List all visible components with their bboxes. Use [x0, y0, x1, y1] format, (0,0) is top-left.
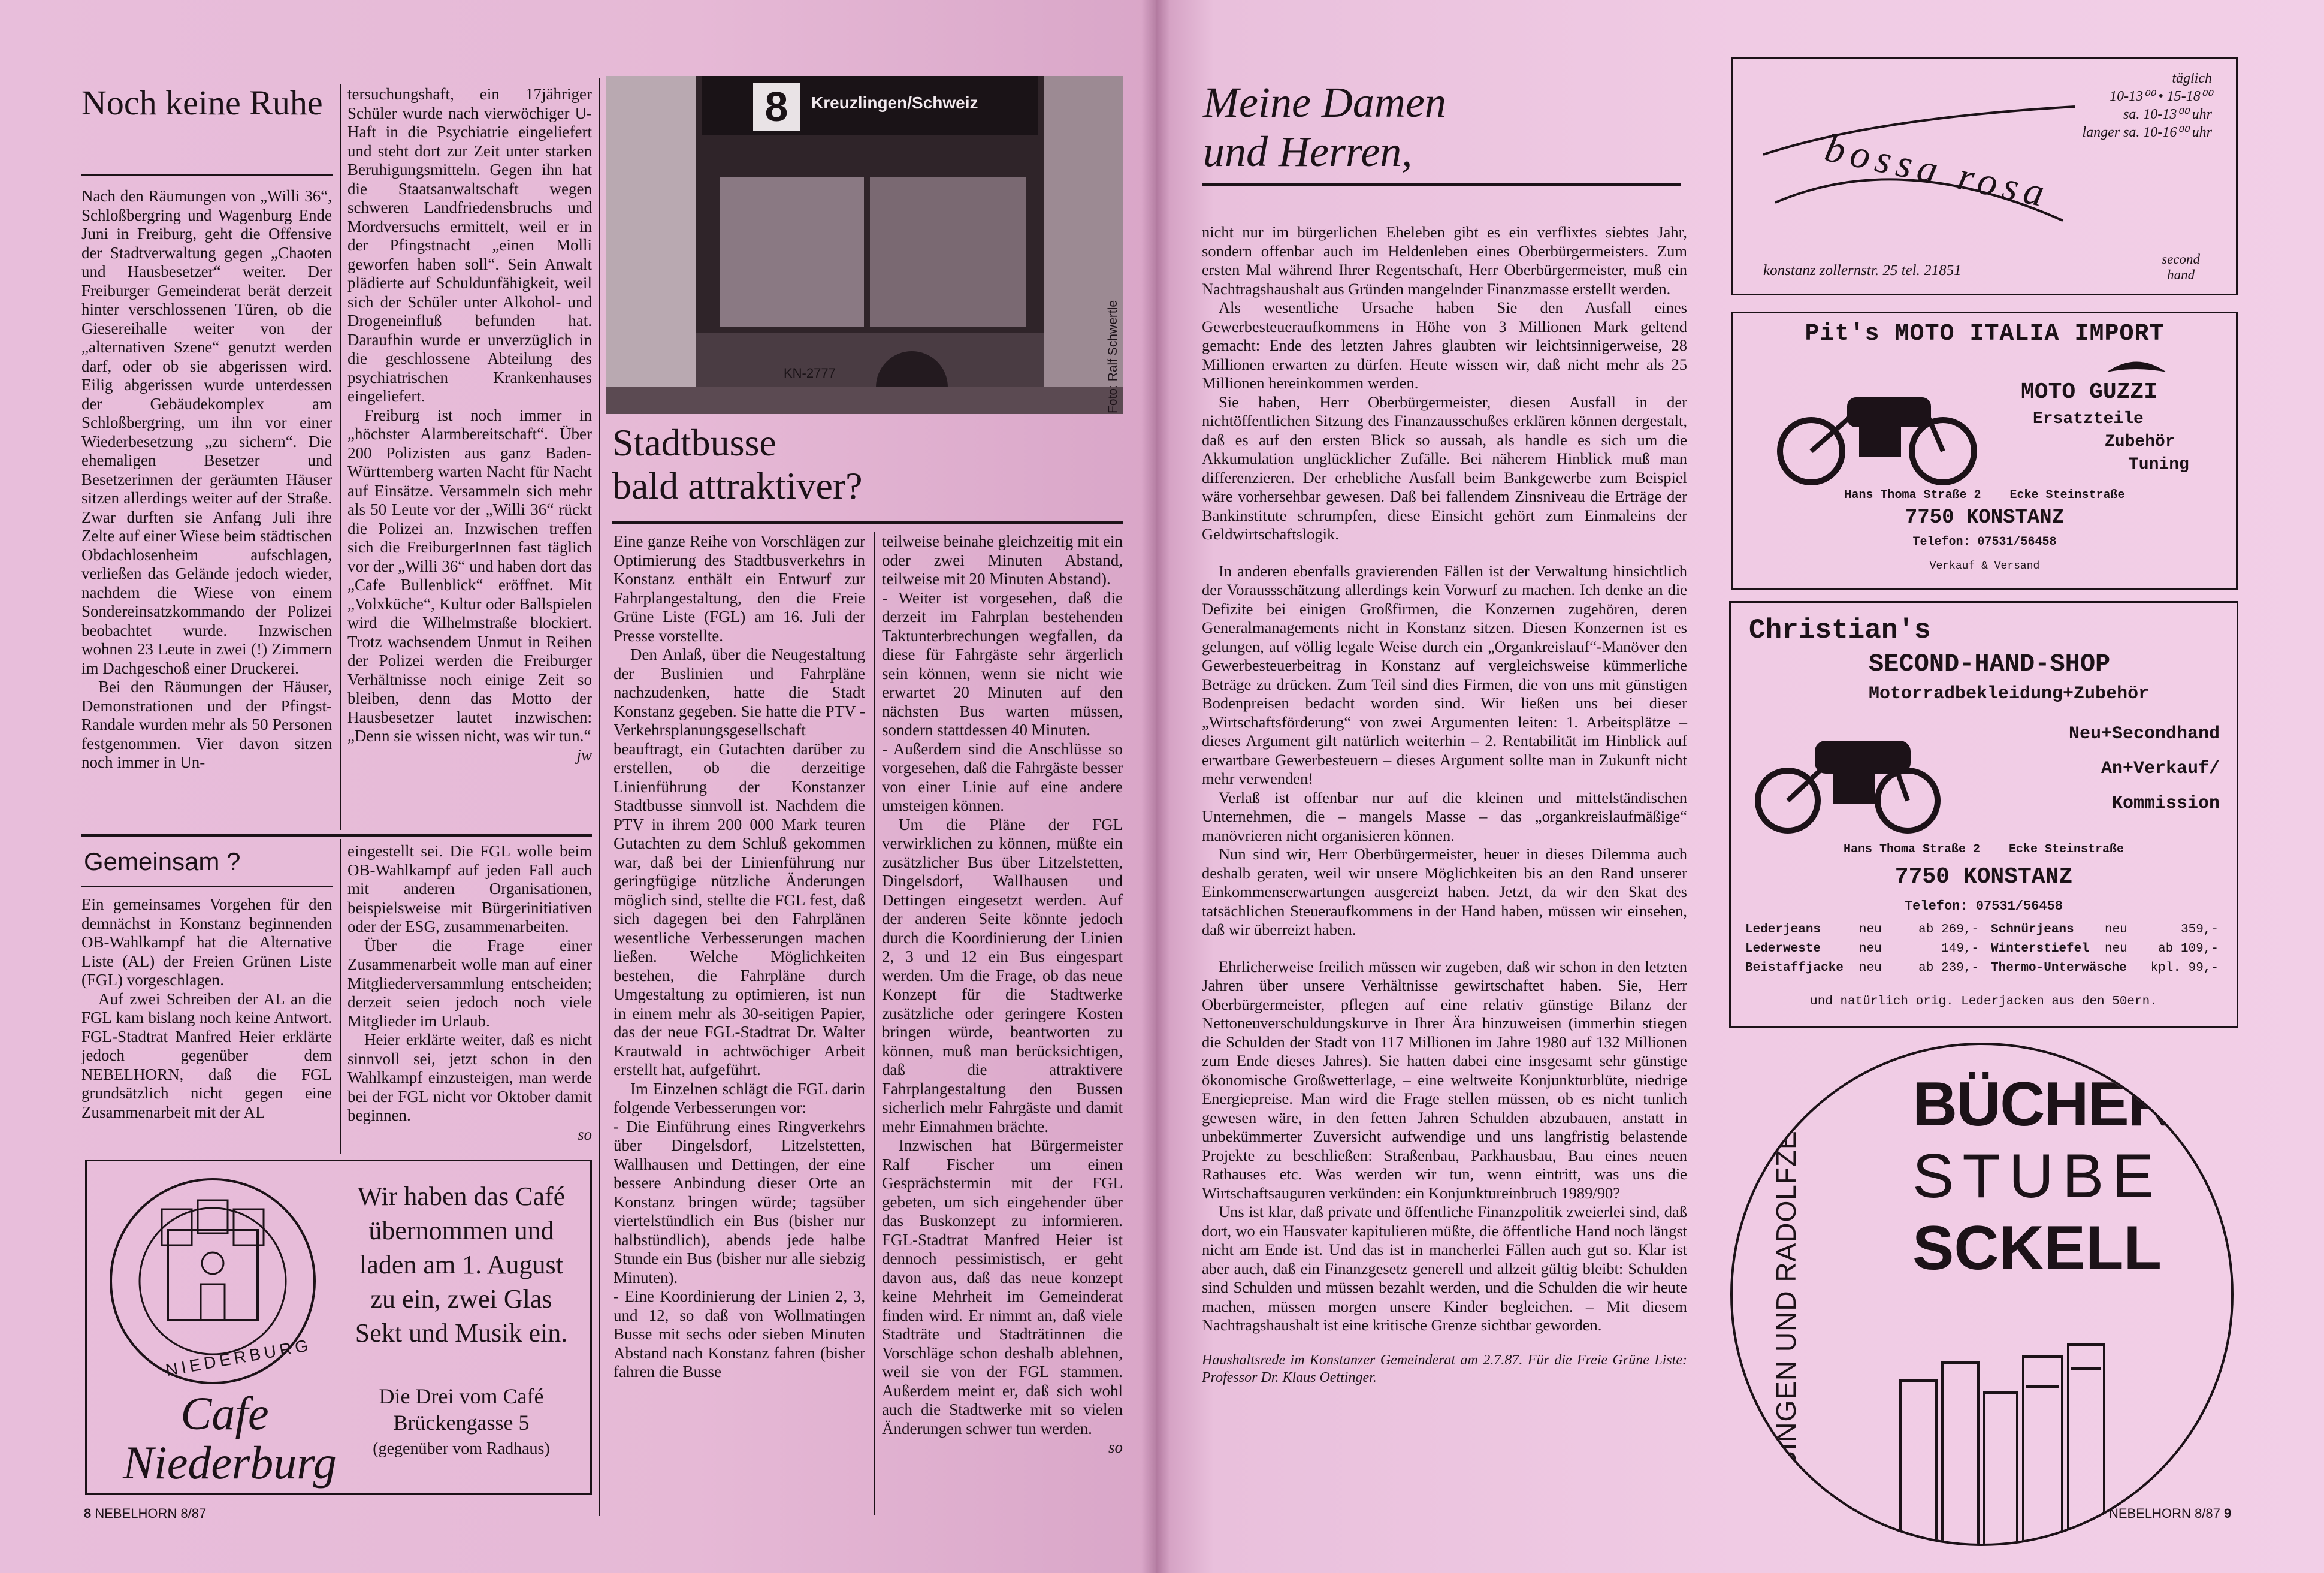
address-line: Hans Thoma Straße 2 [1844, 488, 1981, 502]
magazine-name: NEBELHORN [95, 1506, 177, 1521]
cafe-niederburg-ad [85, 1160, 592, 1495]
cafe-script-name [123, 1387, 337, 1489]
article3-paragraph: teilweise beinahe gleichzeitig mit ein oder zwei Minuten Abstand, teilweise mit 20 Minuten Abstand). [882, 532, 1123, 588]
bossa-hours [2082, 70, 2212, 141]
christian-subtitle: SECOND-HAND-SHOP [1869, 650, 2111, 678]
cafe-ad-subtext [339, 1383, 584, 1462]
pits-moto-italia-ad [1731, 312, 2238, 590]
price-row [1745, 940, 2225, 959]
article1-paragraph: Bei den Räumungen der Häuser, Demonstrationen und der Pfingst-Randale wurden mehr als 50 Personen festgenommen. Vier davon sitzen noch immer in Un- [81, 678, 332, 771]
address-line: Ecke Steinstraße [2009, 843, 2124, 856]
cafe-ad-subline: Brückengasse 5 [393, 1411, 530, 1435]
price-item: Winterstiefel [1991, 942, 2089, 956]
service-line: Zubehör [2105, 433, 2175, 451]
article2-column-2 [347, 842, 592, 1144]
price-item: Thermo-Unterwäsche [1991, 961, 2127, 975]
price-row [1745, 920, 2225, 940]
article-paragraph: nicht nur im bürgerlichen Eheleben gibt es ein verflixtes siebtes Jahr, sondern offenbar auch im Heldenleben eines Oberbürgermeisters. Zum ersten Mal während Ihrer Regentschaft, Herr Oberbürgermeister, muß ein Nachtragshaushalt aus Gründen mangelnder Finanzmasse erstellt werden. [1202, 223, 1687, 298]
hours-line: langer sa. 10-16⁰⁰ uhr [2082, 125, 2212, 140]
article1-paragraph: tersuchungshaft, ein 17jähriger Schüler wurde nach vierwöchiger U-Haft in die Psychiatrie eingeliefert und steht dort zur Zeit unter starken Beruhigungsmitteln. Gegen ihn hat die Staatsanwaltschaft wegen schweren Landfriedensbruchs und Mordversuchs ermittelt, weil er in der Pfingstnacht „einen Molli geworfen haben soll“. Sein Anwalt plädierte auf Schuldunfähigkeit, weil sich der Schüler unter Alkohol- und Drogeneinfluß befunden hat. Daraufhin wurde er unverzüglich in die geschlossene Abteilung des psychiatrischen Krankenhauses eingeliefert. [347, 85, 592, 405]
address-line: Ecke Steinstraße [2009, 488, 2125, 502]
pits-services [2009, 408, 2219, 476]
cafe-ad-subline: Die Drei vom Café [379, 1384, 544, 1408]
cafe-script-line: Cafe [180, 1387, 269, 1439]
article2-paragraph: eingestellt sei. Die FGL wolle beim OB-Wahlkampf auf jeden Fall auch mit anderen Organisationen, beispielsweise mit Bürgerinitiativen oder der ESG, zusammenarbeiten. [347, 842, 592, 935]
cafe-ad-line: übernommen und [368, 1216, 554, 1245]
price-item: Lederjeans [1745, 923, 1821, 937]
article3-paragraph: Inzwischen hat Bürgermeister Ralf Fischer um einen Gesprächstermin mit der FGL gebeten, um sich eingehender über das Buskonzept zu informieren. FGL-Stadtrat Manfred Heier ist dennoch pessimistisch, er geht davon aus, daß das neue konzept keine Mehrheit im Gemeinderat finden wird. Er nimmt an, daß viele Stadträte und Stadträtinnen die Vorschläge schon deshalb ablehnen, weil sie von der FGL stammen. Außerdem meint er, daß sich wohl auch die Stadtwerke mit so vielen Änderungen schwer tun werden. [882, 1136, 1123, 1438]
article2-paragraph: Ein gemeinsames Vorgehen für den demnächst in Konstanz beginnenden OB-Wahlkampf hat die Alternative Liste (AL) der Freien Grünen Liste (FGL) vorgeschlagen. [81, 895, 332, 989]
hours-line: sa. 10-13⁰⁰ uhr [2123, 107, 2212, 122]
buecherstube-line3: SCKELL [1912, 1213, 2162, 1283]
pits-brand: MOTO GUZZI [2021, 379, 2158, 405]
headline-meine-damen [1203, 78, 1682, 176]
cafe-ad-line: laden am 1. August [359, 1250, 563, 1279]
cafe-ad-subline: (gegenüber vom Radhaus) [373, 1439, 550, 1458]
price-value: 149,- [1941, 942, 1979, 956]
headline-rule [1202, 183, 1681, 186]
headline-line: Stadtbusse [612, 421, 776, 464]
motorcycle-icon [1749, 717, 1947, 837]
section-rule [81, 834, 592, 837]
article3-column-2 [882, 532, 1123, 1457]
article2-paragraph: Auf zwei Schreiben der AL an die FGL kam bislang noch keine Antwort. FGL-Stadtrat Manfred Heier erklärte jedoch gegenüber dem NEBELHORN, daß die FGL grundsätzlich nicht gegen eine Zusammenarbeit mit der AL [81, 989, 332, 1121]
christians-second-hand-ad [1729, 601, 2238, 1028]
headline-noch-keine-ruhe [81, 83, 333, 123]
christian-features [2069, 717, 2220, 821]
bus-route-number: 8 [753, 83, 800, 131]
issue-number: 8/87 [180, 1506, 207, 1521]
tag-line: hand [2167, 267, 2195, 282]
article-paragraph: Nun sind wir, Herr Oberbürgermeister, heuer in dieses Dilemma auch deshalb geraten, weil wir unsere Möglichkeiten bis an den Rand unserer Einkommenserwartungen ausgereizt haben. Jetzt, da wir den Skat des tatsächlichen Steueraufkommens in der Hand haben, müssen wir einsehen, daß wir überreizt haben. [1202, 845, 1687, 938]
photo-credit: Foto: Ralf Schwertle [1106, 300, 1120, 413]
christian-title: Christian's [1749, 615, 1931, 646]
article1-paragraph: Freiburg ist noch immer in „höchster Alarmbereitschaft“. Über 200 Polizisten aus ganz Baden-Württemberg warten Nacht für Nacht auf Einsätze. Versammeln sich mehr als 50 Leute vor der „Willi 36“ rückt die Polizei an. Inzwischen treffen sich die FreiburgerInnen fast täglich vor der „Willi 36“ und haben dort das „Cafe Bullenblick“ eröffnet. Mit „Volxküche“, Kultur oder Ballspielen wird die Wilhelmstraße blockiert. Trotz wachsendem Unmut in Reihen der Polizei werden die Freiburger Verhältnisse noch einige Zeit so bleiben, denn das Motto der Hausbesetzer lautet inzwischen: „Denn sie wissen nicht, was wir tun.“ [347, 406, 592, 745]
headline-text: Noch keine Ruhe [81, 83, 323, 122]
article1-column-2 [347, 85, 592, 765]
headline-line: bald attraktiver? [612, 464, 863, 507]
christian-city: 7750 KONSTANZ [1894, 864, 2073, 890]
headline-rule [81, 886, 333, 887]
address-line: Hans Thoma Straße 2 [1843, 843, 1980, 856]
bossa-rosa-logo: bossa rosa [1821, 126, 2054, 216]
article3-paragraph: - Eine Koordinierung der Linien 2, 3, und 12, so daß von Wollmatingen Busse mit sechs oder sieben Minuten Abstand nach Konstanz fahren (bisher fahren die Busse [614, 1287, 865, 1381]
christian-price-list [1745, 920, 2225, 978]
article3-column-1 [614, 532, 865, 1382]
right-page-footer [2109, 1506, 2231, 1521]
pits-note: Verkauf & Versand [1929, 560, 2040, 572]
column-divider [340, 84, 341, 830]
buecherstube-location: IN SINGEN UND RADOLFZELL [1770, 1098, 1802, 1506]
price-item: Schnürjeans [1991, 923, 2074, 937]
cafe-script-line: Niederburg [123, 1436, 337, 1489]
cafe-ad-line: Wir haben das Café [357, 1182, 566, 1211]
headline-line: und Herren, [1203, 128, 1413, 176]
article2-signature: so [577, 1125, 592, 1143]
spine-gutter [1141, 0, 1170, 1573]
article3-paragraph: - Außerdem sind die Anschlüsse so vorgesehen, daß die Fahrgäste besser von einer Linie auf eine andere umsteigen können. [882, 739, 1123, 814]
magazine-name: NEBELHORN [2109, 1506, 2191, 1521]
article3-paragraph: - Weiter ist vorgesehen, daß die derzeit im Fahrplan bestehenden Taktunterbrechungen wegfallen, da diese für Fahrgäste sehr ärgerlich sein können, wenn sie nicht wie erwartet 20 Minuten auf den nächsten Bus warten müssen, sondern stattdessen 40 Minuten. [882, 588, 1123, 739]
bus-photo [606, 76, 1123, 414]
bus-license-plate: KN-2777 [784, 366, 836, 381]
price-cond: neu [1859, 923, 1882, 937]
headline-gemeinsam: Gemeinsam ? [84, 847, 241, 875]
tag-line: second [2162, 252, 2200, 267]
column-divider [874, 532, 875, 1515]
service-line: Ersatzteile [2033, 410, 2144, 428]
article2-column-1 [81, 895, 332, 1122]
hours-line: täglich [2172, 71, 2212, 86]
price-value: ab 239,- [1918, 961, 1979, 975]
cafe-ad-line: zu ein, zwei Glas [370, 1284, 552, 1314]
article-paragraph: Als wesentliche Ursache haben Sie den Ausfall eines Gewerbesteueraufkommens in Höhe von 3 Millionen Mark geltend gemacht: Ende des letzten Jahres glaubten wir leichtsinnigerweise, 28 Millionen erwarten zu dürfen. Heute wissen wir, daß nicht mehr als 25 Millionen hereinkommen werden. [1202, 298, 1687, 392]
buecherstube-line2: STUBE [1912, 1142, 2162, 1211]
column-divider [340, 839, 341, 1154]
cafe-ad-text [339, 1179, 584, 1350]
price-item: Lederweste [1745, 942, 1821, 956]
issue-number: 8/87 [2195, 1506, 2220, 1521]
left-page-footer [84, 1506, 206, 1521]
emblem-banner: NIEDERBURG [164, 1335, 313, 1380]
speech-credit: Haushaltsrede im Konstanzer Gemeinderat am 2.7.87. Für die Freie Grüne Liste: Professor Dr. Klaus Oettinger. [1202, 1352, 1687, 1385]
price-value: ab 269,- [1918, 923, 1979, 937]
article-paragraph: Sie haben, Herr Oberbürgermeister, diesen Ausfall in der nichtöffentlichen Sitzung des Finanzausschußes erklären können dergestalt, daß es auf den ersten Blick so aussah, als handle es sich um die Akkumulation unglücklicher Zufälle. Bei näherem Hinblick muß man differenzieren. Der erhebliche Ausfall beim Bankgewerbe zum Beispiel wäre vorhersehbar gewesen. Daß bei fallendem Zinsniveau die Erträge der Bankinstitute schrumpfen, diese Einsicht gehört zum Einmaleins der Geldwirtschaftslogik. [1202, 393, 1687, 543]
price-cond: neu [2105, 942, 2127, 956]
price-cond: neu [1859, 942, 1882, 956]
article-paragraph: Uns ist klar, daß private und öffentliche Finanzpolitik zweierlei sind, daß dort, wo ein Hausvater kapitulieren müßte, die öffentliche Hand noch längst nicht am Ende ist. Und das ist in mancherlei Fällen auch gut so. Klar ist aber auch, daß ein Finanzgesetz generell und allzeit gültig bleibt: Schulden sind Schulden und müssen bezahlt werden, und die Schulden die wir heute machen, müssen morgen unsere Kinder begleichen. – Mit diesem Nachtragshaushalt ist eine kritische Grenze sichtbar geworden. [1202, 1203, 1687, 1334]
price-value: kpl. 99,- [2150, 961, 2219, 975]
article3-paragraph: Eine ganze Reihe von Vorschlägen zur Optimierung des Stadtbusverkehrs in Konstanz enthält ein Entwurf zur Fahrplangestaltung, den die Freie Grüne Liste (FGL) am 16. Juli der Presse vorstellte. [614, 532, 865, 645]
article-paragraph: Verlaß ist offenbar nur auf die kleinen und mittelständischen Unternehmen, die – mangels Masse – das „organkreislaufmäßige“ manövrieren nicht organisieren können. [1202, 788, 1687, 844]
page-number: 8 [84, 1506, 92, 1521]
feature-line: An+Verkauf/ [2101, 759, 2220, 779]
christian-line1: Motorradbekleidung+Zubehör [1869, 684, 2150, 704]
pits-address [1733, 488, 2236, 502]
headline-line: Meine Damen [1203, 79, 1446, 126]
buecherstube-line1: BÜCHER [1912, 1070, 2172, 1139]
bossa-tag [2162, 252, 2200, 283]
christian-address [1731, 843, 2237, 856]
price-value: ab 109,- [2158, 942, 2219, 956]
page-number: 9 [2224, 1506, 2232, 1521]
price-row [1745, 959, 2225, 978]
price-item: Beistaffjacke [1745, 961, 1844, 975]
bossa-rosa-ad [1731, 57, 2238, 295]
bus-destination: Kreuzlingen/Schweiz [811, 93, 978, 112]
article2-paragraph: Über die Frage einer Zusammenarbeit wolle man auf einer Mitgliederversammlung entscheiden; derzeit seien jedoch noch viele Mitglieder im Urlaub. [347, 936, 592, 1030]
haushaltsrede-body [1202, 223, 1687, 1387]
christian-footer: und natürlich orig. Lederjacken aus den 50ern. [1810, 995, 2157, 1009]
pits-title: Pit's MOTO ITALIA IMPORT [1805, 321, 2165, 348]
hours-line: 10-13⁰⁰ • 15-18⁰⁰ [2110, 89, 2212, 104]
price-cond: neu [1859, 961, 1882, 975]
bossa-address: konstanz zollernstr. 25 tel. 21851 [1763, 262, 1962, 279]
christian-phone: Telefon: 07531/56458 [1904, 899, 2063, 914]
buecherstube-sckell-ad [1730, 1043, 2234, 1546]
bus-illustration [606, 76, 1123, 414]
cafe-ad-line: Sekt und Musik ein. [355, 1318, 568, 1348]
headline-rule [81, 174, 333, 176]
article3-signature: so [1108, 1438, 1123, 1456]
price-cond: neu [2105, 923, 2127, 937]
feature-line: Neu+Secondhand [2068, 724, 2220, 744]
article3-paragraph: Um die Pläne der FGL verwirklichen zu können, müßte ein zusätzlicher Bus über Litzelstetten, Dingelsdorf, Wallhausen und Dettingen eingesetzt werden. Auf der anderen Seite könnte jedoch durch die Koordinierung der Linien 2, 3 und 12 ein Bus eingespart werden. Um die Frage, ob das neue Konzept für die Stadtwerke zusätzliche oder geringere Kosten bringen würde, beantworten zu können, muß man berücksichtigen, daß die attraktivere Fahrplangestaltung den Bussen sicherlich mehr Fahrgäste und damit mehr Einnahmen brächte. [882, 815, 1123, 1136]
price-value: 359,- [2180, 923, 2219, 937]
feature-line: Kommission [2111, 793, 2220, 814]
article3-paragraph: Den Anlaß, über die Neugestaltung der Buslinien und Fahrpläne nachzudenken, hatte die Stadt Konstanz gegeben. Sie hatte die PTV - Verkehrsplanungsgesellschaft beauftragt, ein Gutachten darüber zu erstellen, ob die derzeitige Linienführung der Konstanzer Stadtbusse sinnvoll ist. Nachdem die PTV in ihrem 200 000 Mark teuren Gutachten zu dem Schluß gekommen war, daß bei der Linienführung nur geringfügige nützliche Änderungen möglich sind, stellte die FGL fest, daß sich dagegen bei den Fahrplänen wesentliche Verbesserungen machen ließen. Welche Möglichkeiten bestehen, die Fahrpläne durch Umgestaltung zu optimieren, ist nun in einem mehr als 30-seitigen Papier, das der neue FGL-Stadtrat Dr. Walter Krautwald in achtwöchiger Arbeit erstellt hat, aufgeführt. [614, 645, 865, 1079]
service-line: Tuning [2129, 455, 2189, 474]
headline-rule [612, 521, 1123, 524]
article1-paragraph: Nach den Räumungen von „Willi 36“, Schloßbergring und Wagenburg Ende Juni in Freiburg, geht die Offensive der Stadtverwaltung gegen „Chaoten und Hausbesetzer“ weiter. Der Freiburger Gemeinderat berät derzeit hinter verschlossenen Türen, ob die Giesereihalle weiter von der „alternativen Szene“ genutzt werden darf, oder ob sie abgerissen wird. Eilig abgerissen wurde unterdessen der Gebäudekomplex am Schloßbergring, um ihn vor einer Wiederbesetzung „zu sichern“. Die ehemaligen Besetzer und Besetzerinnen der geräumten Häuser sitzen allerdings weiter auf der Straße. Zwar durften sie Anfang Juli ihre Zelte auf einer Wiese beim städtischen Obdachlosenheim aufschlagen, verließen das Gelände jedoch wieder, nachdem die Wiese von einem Sondereinsatzkommando der Polizei beobachtet wurde. Inzwischen wohnen 23 Leute in zwei (!) Zimmern im Dachgeschoß einer Druckerei. [81, 187, 332, 677]
article-paragraph: Ehrlicherweise freilich müssen wir zugeben, daß wir schon in den letzten Jahren über unsere Verhältnisse gewirtschaftet haben. Sie, Herr Oberbürgermeister, pflegen auf eine relativ günstige Bilanz der Nettoneuverschuldungskurve in Ihrer Ära hinzuweisen (immerhin stiegen die Schulden der Stadt von 117 Millionen im Jahre 1980 auf 132 Millionen zum Ende dieses Jahres). Sie hatten dabei eine insgesamt sehr günstige ökonomische Großwetterlage, – eine weltweite Konjunkturblüte, niedrige Energiepreise. Man wird die Frage stellen müssen, ob es nicht tunlich gewesen wäre, in den fetten Jahren Schulden abzubauen, anstatt in unbekümmerter Zuversicht aufwendige und uns langfristig belastende Projekte zu beschließen: Straßenbau, Parkhausbau, Bau eines neuen Rathauses etc. Was werden wir tun, wenn eintritt, was uns die Wirtschaftsauguren verkünden: ein Konjunktureinbruch 1989/90? [1202, 957, 1687, 1202]
motorcycle-icon [1769, 367, 1985, 487]
column-divider [599, 78, 600, 1516]
article3-paragraph: - Die Einführung eines Ringverkehrs über Dingelsdorf, Litzelstetten, Wallhausen und Dettingen, der eine bessere Anbindung dieser Orte an Konstanz bringen würde; tagsüber viertelstündlich ein Bus (bisher nur halbstündlich), abends jede halbe Stunde ein Bus (bisher nur alle siebzig Minuten). [614, 1117, 865, 1287]
headline-stadtbusse [612, 421, 1092, 508]
article-paragraph: In anderen ebenfalls gravierenden Fällen ist der Verwaltung hinsichtlich der Voraussschätzung allerdings kein Vorwurf zu machen. Ich denke an die Defizite bei einigen Großfirmen, die Konzernen zugehören, deren Generalmanagements nicht in Konstanz sitzen. Diesen Konzernen ist es gelungen, auf völlig legale Weise durch ein „Organkreislauf“-Manöver den Gewerbesteuerbeitrag in Konstanz auf vergleichsweise kümmerliche Beträge zu drücken. Zum Teil sind dies Firmen, die von uns mit günstigen Bodenpreisen bedacht worden sind. Wir ließen uns bei dieser „Wirtschaftsförderung“ von zwei Argumenten leiten: 1. Arbeitsplätze – dieses Argument gilt natürlich weiterhin – 2. Rentabilität im Hinblick auf erwartbare Gewerbesteuern – dieses Argument sollte man in Zukunft nicht mehr verwenden! [1202, 561, 1687, 787]
article3-paragraph: Im Einzelnen schlägt die FGL darin folgende Verbesserungen vor: [614, 1079, 865, 1116]
pits-city: 7750 KONSTANZ [1905, 506, 2065, 529]
article1-column-1 [81, 187, 332, 772]
article2-paragraph: Heier erklärte weiter, daß es nicht sinnvoll sei, jetzt schon in den Wahlkampf einzusteigen, man werde bei der FGL nicht vor Oktober damit beginnen. [347, 1031, 592, 1124]
pits-phone: Telefon: 07531/56458 [1912, 535, 2057, 549]
article1-signature: jw [576, 745, 592, 764]
